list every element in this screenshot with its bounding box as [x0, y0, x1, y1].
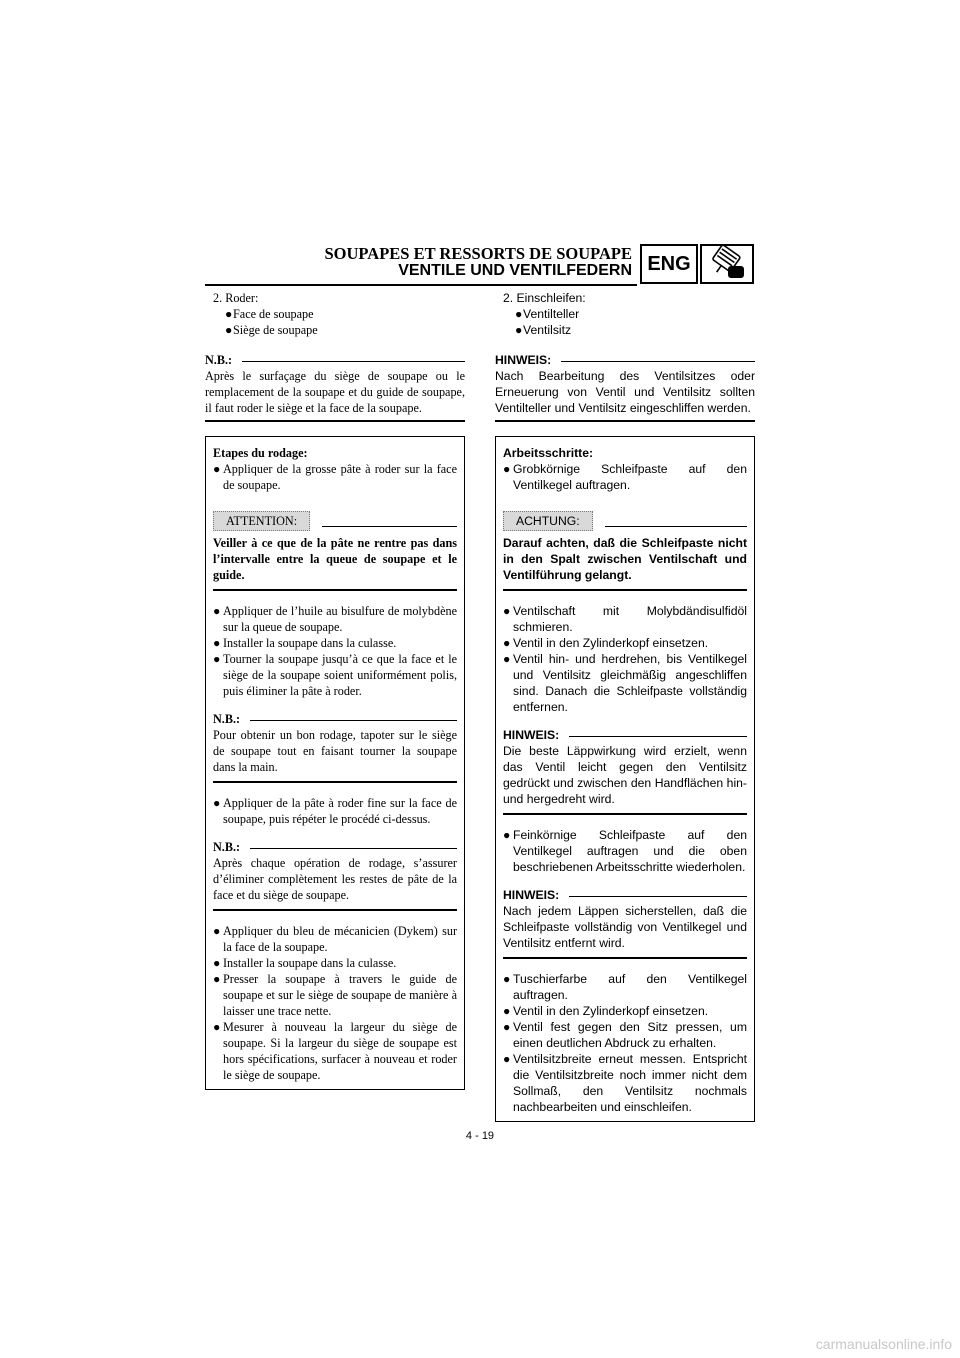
bullet-icon: ●	[213, 462, 221, 476]
note-heading: N.B.:	[213, 711, 457, 727]
list-item: ● Appliquer de l’huile au bisulfure de molybdène sur la queue de soupape.	[213, 604, 457, 634]
note-heading: HINWEIS:	[503, 887, 747, 903]
engine-icon	[700, 244, 754, 284]
step-heading: 2. Einschleifen:	[503, 291, 586, 305]
footer-watermark: carmanualsonline.info	[815, 1336, 952, 1352]
french-column	[205, 290, 465, 1090]
note-divider	[213, 781, 457, 783]
note-text: Nach jedem Läppen sicherstellen, daß die Schleifpaste vollständig von Ventilkegel und Ventilsitz entfernt wird.	[503, 904, 747, 950]
step-heading: 2. Roder:	[213, 291, 259, 305]
bullet-icon: ●	[515, 307, 523, 321]
bullet-icon: ●	[515, 323, 523, 337]
procedure-box	[205, 436, 465, 1090]
note-divider	[495, 420, 755, 422]
note-divider	[503, 813, 747, 815]
list-item: ● Presser la soupape à travers le guide de soupape et sur le siège de soupape de manière à laisser une trace nette.	[213, 972, 457, 1018]
attention-divider	[213, 589, 457, 591]
list-item: ● Tuschierfarbe auf den Ventilkegel auftragen.	[503, 972, 747, 1002]
page-title-fr: SOUPAPES ET RESSORTS DE SOUPAPE	[324, 244, 632, 263]
list-item: ● Appliquer du bleu de mécanicien (Dykem) sur la face de la soupape.	[213, 924, 457, 954]
bullet-icon: ●	[225, 323, 233, 337]
note-heading: N.B.:	[213, 839, 457, 855]
note-divider	[503, 957, 747, 959]
procedure-box	[495, 436, 755, 1122]
note-text: Die beste Läppwirkung wird erzielt, wenn das Ventil leicht gegen den Ventilsitz gedrückt und zwischen den Handflächen hin- und hergedreht wird.	[503, 744, 747, 806]
list-item: ● Ventil fest gegen den Sitz pressen, um einen deutlichen Abdruck zu erhalten.	[503, 1020, 747, 1050]
list-item: ● Feinkörnige Schleifpaste auf den Ventilkegel auftragen und die oben beschriebenen Arbeitsschritte wiederholen.	[503, 828, 747, 874]
attention-heading: ATTENTION:	[213, 511, 457, 531]
list-item: ● Ventil in den Zylinderkopf einsetzen.	[503, 1004, 709, 1018]
eng-badge: ENG	[640, 244, 698, 284]
list-item: ● Ventilsitz	[515, 323, 572, 337]
list-item: ● Ventilschaft mit Molybdändisulfidöl schmieren.	[503, 604, 747, 634]
note-divider	[213, 909, 457, 911]
note-heading: HINWEIS:	[495, 352, 755, 368]
note-text: Nach Bearbeitung des Ventilsitzes oder Erneuerung von Ventil und Ventilsitz sollten Ventilteller und Ventilsitz eingeschliffen werden.	[495, 369, 755, 415]
note-heading: N.B.:	[205, 352, 465, 368]
box-title: Arbeitsschritte:	[503, 446, 594, 460]
list-item: ● Ventil hin- und herdrehen, bis Ventilkegel und Ventilsitz gleichmäßig angeschliffen sind. Danach die Schleifpaste vollständig entfernen.	[503, 652, 747, 714]
list-item: ● Installer la soupape dans la culasse.	[213, 956, 397, 970]
page-number: 4 - 19	[465, 1130, 495, 1142]
note-text: Pour obtenir un bon rodage, tapoter sur le siège de soupape tout en faisant tourner la soupape dans la main.	[213, 728, 457, 774]
german-column	[495, 290, 755, 1122]
page-title-de: VENTILE UND VENTILFEDERN	[398, 262, 632, 279]
list-item: ● Siège de soupape	[225, 323, 318, 337]
list-item: ● Grobkörnige Schleifpaste auf den Ventilkegel auftragen.	[503, 462, 747, 492]
list-item: ● Installer la soupape dans la culasse.	[213, 636, 397, 650]
note-text: Après le surfaçage du siège de soupape ou le remplacement de la soupape et du guide de soupape, il faut roder le siège et la face de la soupape.	[205, 369, 465, 415]
note-divider	[205, 420, 465, 422]
note-text: Après chaque opération de rodage, s’assurer d’éliminer complètement les restes de pâte de la face et du siège de soupape.	[213, 856, 457, 902]
attention-text: Veiller à ce que de la pâte ne rentre pas dans l’intervalle entre la queue de soupape et le guide.	[213, 536, 457, 582]
list-item: ● Ventilsitzbreite erneut messen. Entspricht die Ventilsitzbreite noch immer nicht dem Sollmaß, den Ventilsitz nochmals nachbearbeiten und einschleifen.	[503, 1052, 747, 1114]
list-item: ● Face de soupape	[225, 307, 314, 321]
attention-text: Darauf achten, daß die Schleifpaste nicht in den Spalt zwischen Ventilschaft und Ventilführung gelangt.	[503, 536, 747, 582]
list-item: ● Ventilteller	[515, 307, 580, 321]
list-item: ● Appliquer de la pâte à roder fine sur la face de soupape, puis répéter le procédé ci-dessus.	[213, 796, 457, 826]
bullet-icon: ●	[503, 462, 511, 476]
list-item: ● Appliquer de la grosse pâte à roder sur la face de soupape.	[213, 462, 457, 492]
note-heading: HINWEIS:	[503, 727, 747, 743]
list-item: ● Tourner la soupape jusqu’à ce que la face et le siège de la soupape soient uniformément polis, puis éliminer la pâte à roder.	[213, 652, 457, 698]
box-title: Etapes du rodage:	[213, 446, 308, 460]
header-rule	[205, 284, 637, 286]
attention-heading: ACHTUNG:	[503, 511, 747, 531]
list-item: ● Mesurer à nouveau la largeur du siège de soupape. Si la largeur du siège de soupape est hors spécifications, surfacer à nouveau et roder le siège de soupape.	[213, 1020, 457, 1082]
list-item: ● Ventil in den Zylinderkopf einsetzen.	[503, 636, 709, 650]
attention-divider	[503, 589, 747, 591]
bullet-icon: ●	[225, 307, 233, 321]
